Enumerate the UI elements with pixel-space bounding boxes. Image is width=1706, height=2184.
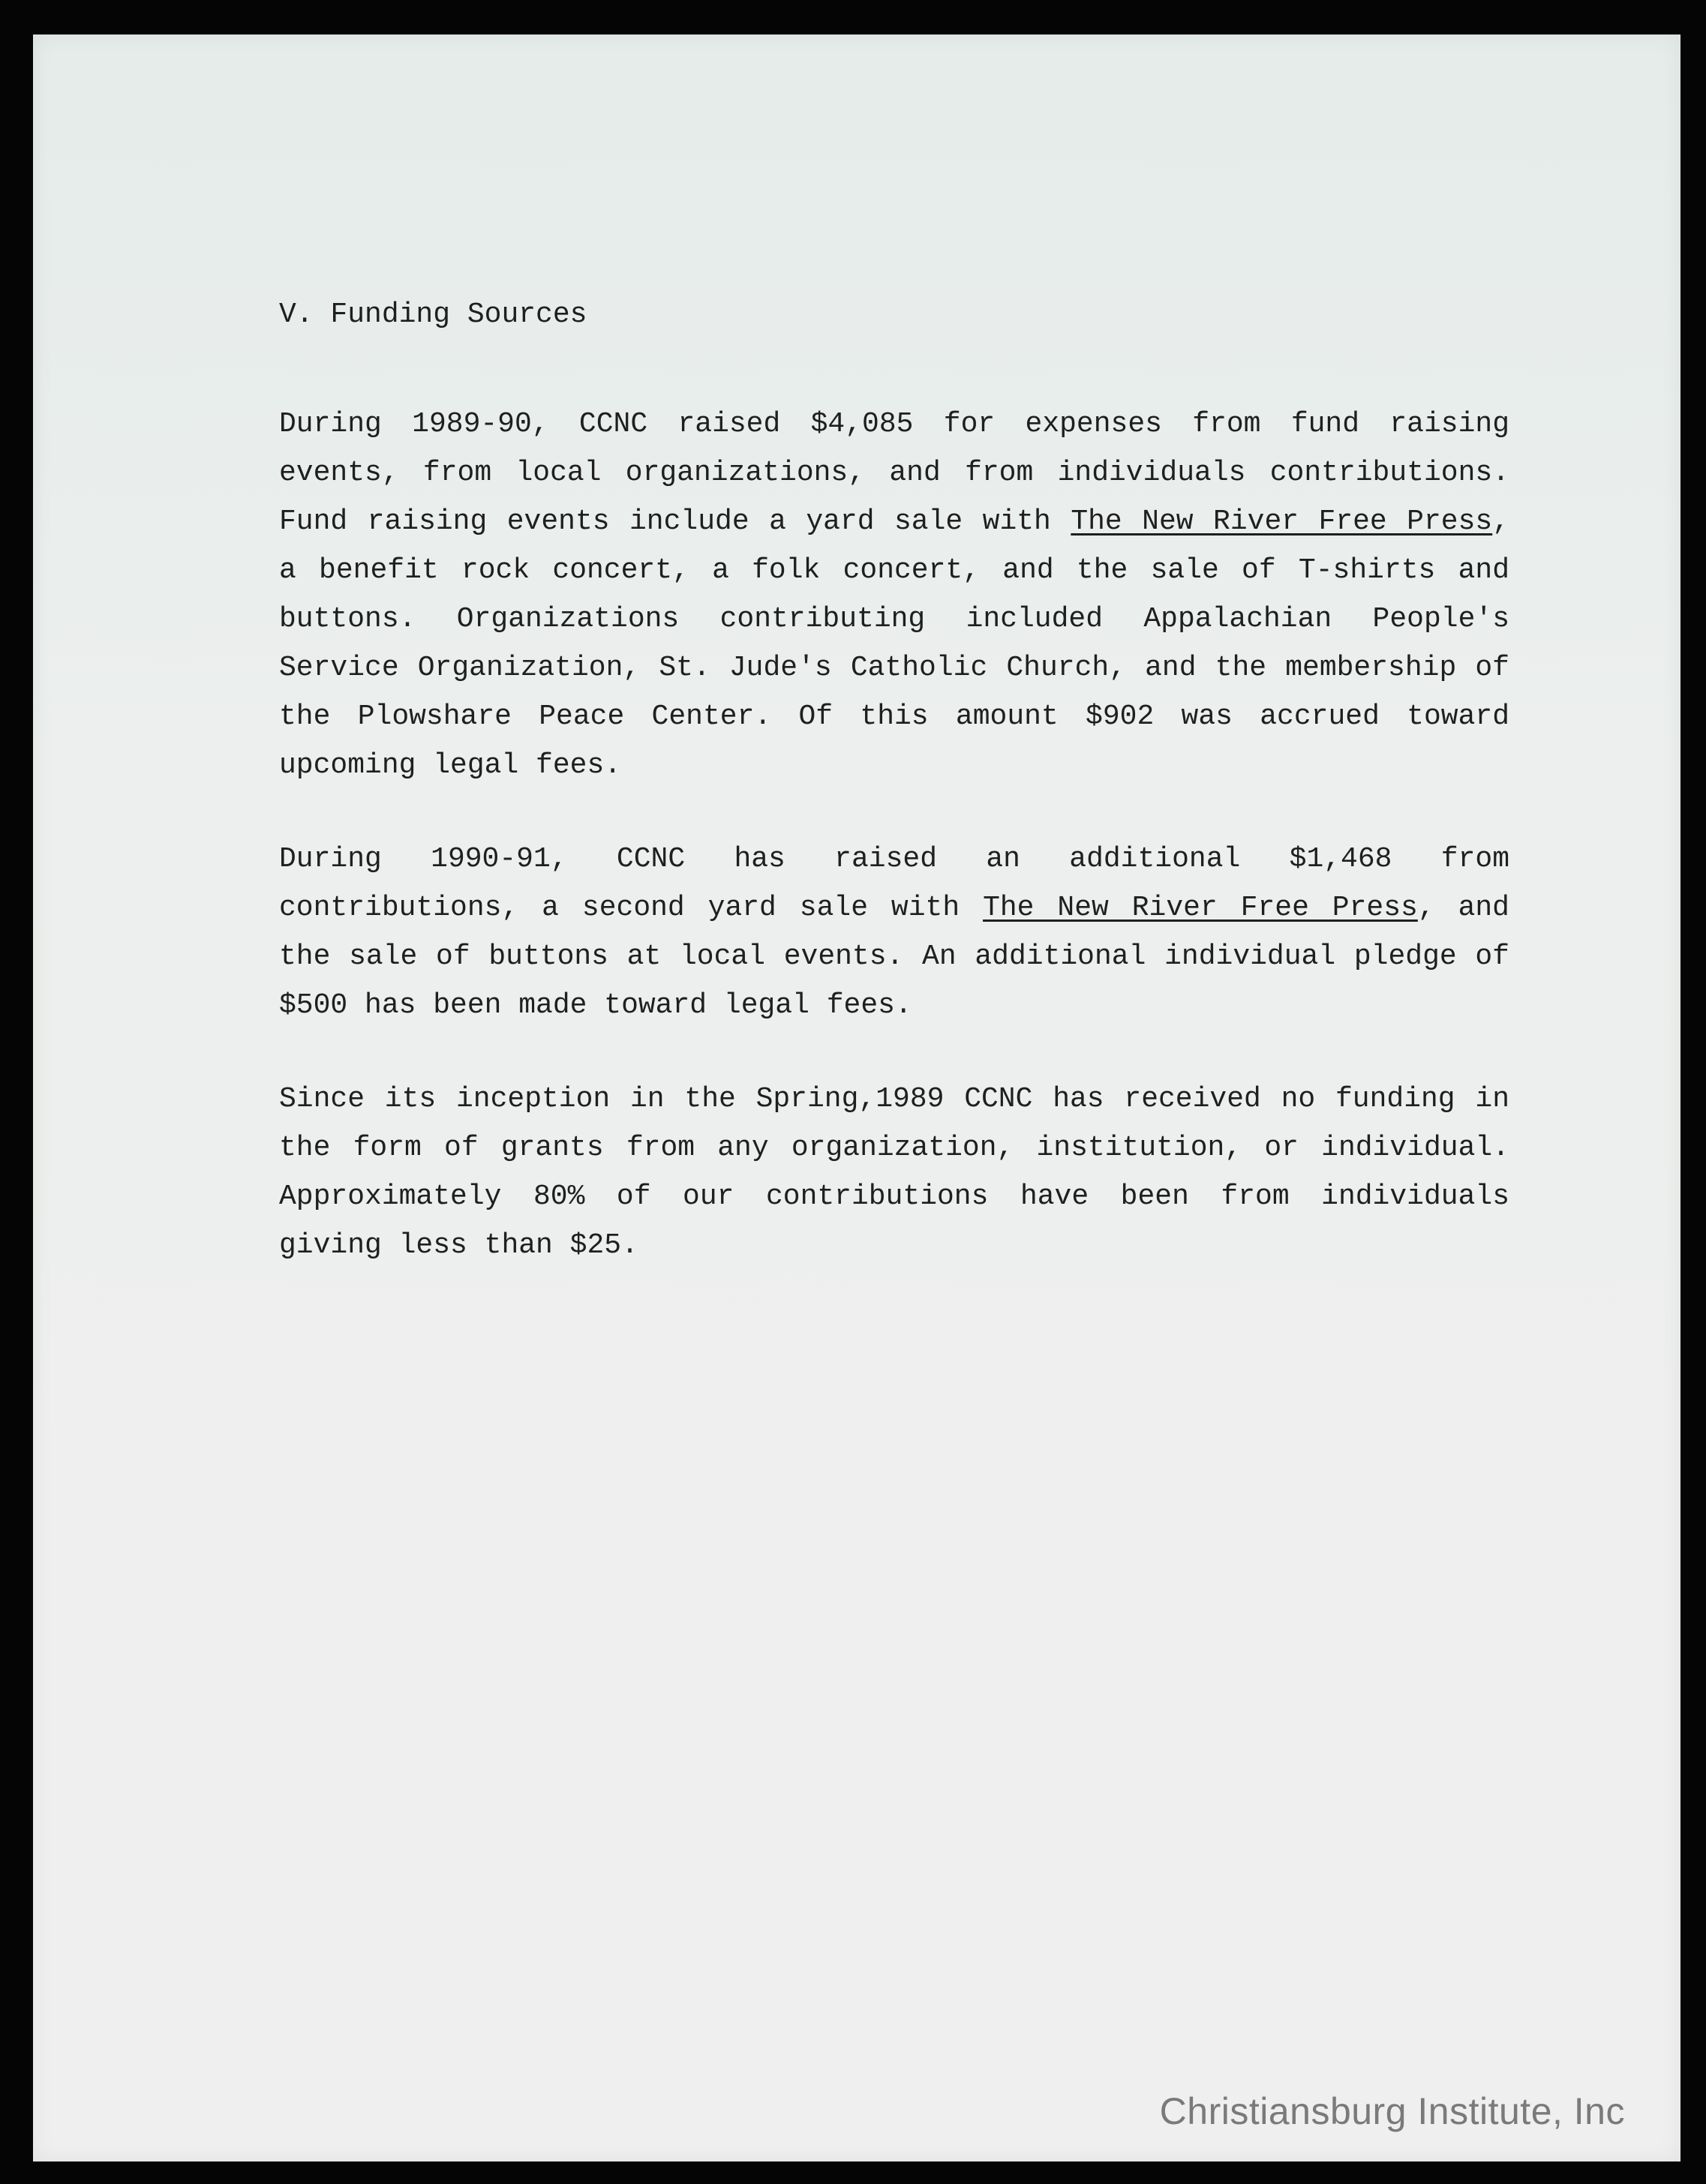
paragraph-inception: Since its inception in the Spring,1989 CCNC has received no funding in the form of grants from any organization, institution, or individual. Approximately 80% of our contributions have been from individuals giving less than $25. (279, 1083, 1509, 1262)
publication-title: The New River Free Press (983, 892, 1418, 924)
watermark: Christiansburg Institute, Inc (1159, 2090, 1625, 2132)
document-body (279, 298, 1509, 1315)
paragraph-1990-91 (279, 835, 1509, 1030)
paragraph-1989-90 (279, 400, 1509, 790)
section-heading: V. Funding Sources (279, 298, 587, 331)
paragraph-text: , a benefit rock concert, a folk concert, and the sale of T-shirts and buttons. Organizations contributing included Appalachian People's Service Organization, St. Jude's Catholic Church, and the membership of the Plowshare Peace Center. Of this amount $902 was accrued toward upcoming legal fees. (279, 506, 1510, 782)
publication-title: The New River Free Press (1071, 506, 1493, 538)
paragraph-text: During 1989-90, CCNC raised $4,085 for expenses from fund raising events, from local organizations, and from individuals contributions. Fund raising events include a yard sale with (279, 408, 1509, 538)
document-page (33, 34, 1680, 2162)
paragraph-text: , and the sale of buttons at local events. An additional individual pledge of $500 has been made toward legal fees. (279, 892, 1509, 1022)
paragraph-text: During 1990-91, CCNC has raised an additional $1,468 from contributions, a second yard sale with (279, 843, 1509, 924)
